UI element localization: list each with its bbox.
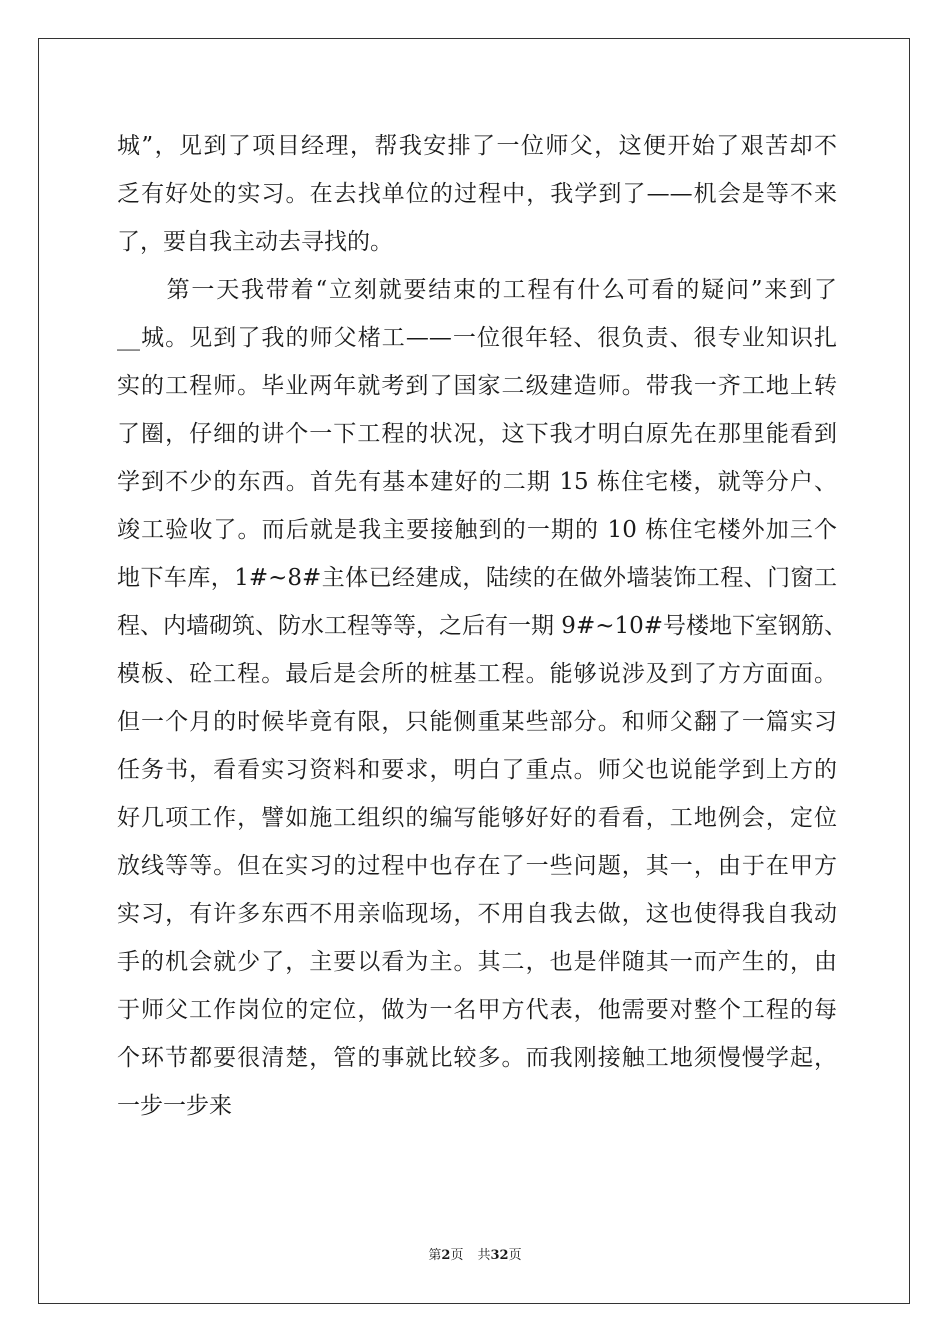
- page-current: 2: [441, 1248, 451, 1263]
- page-unit: 页: [450, 1248, 464, 1263]
- page-footer: [0, 1247, 950, 1265]
- text-line: 地下车库，1#~8#主体已经建成，陆续的在做外墙装饰工程、门窗工: [117, 565, 837, 591]
- text-line: 城”，见到了项目经理，帮我安排了一位师父，这便开始了艰苦却不: [117, 133, 837, 159]
- total-count: 32: [490, 1248, 509, 1263]
- text-line: 实习，有许多东西不用亲临现场，不用自我去做，这也使得我自我动: [117, 901, 837, 927]
- text-line: __城。见到了我的师父楮工——一位很年轻、很负责、很专业知识扎: [117, 325, 837, 351]
- page-total: [477, 1247, 521, 1265]
- text-line: 于师父工作岗位的定位，做为一名甲方代表，他需要对整个工程的每: [117, 997, 837, 1023]
- text-line: 放线等等。但在实习的过程中也存在了一些问题，其一，由于在甲方: [117, 853, 837, 879]
- text-line: 模板、砼工程。最后是会所的桩基工程。能够说涉及到了方方面面。: [117, 661, 837, 687]
- text-line: 了，要自我主动去寻找的。: [117, 229, 393, 255]
- total-unit: 页: [508, 1248, 522, 1263]
- text-line: 乏有好处的实习。在去找单位的过程中，我学到了——机会是等不来: [117, 181, 837, 207]
- text-line: 一步一步来: [117, 1093, 232, 1119]
- text-line: 程、内墙砌筑、防水工程等等，之后有一期 9#~10#号楼地下室钢筋、: [117, 613, 848, 639]
- text-line: 任务书，看看实习资料和要求，明白了重点。师父也说能学到上方的: [117, 757, 837, 783]
- text-line: 手的机会就少了，主要以看为主。其二，也是伴随其一而产生的，由: [117, 949, 837, 975]
- page-prefix: 第: [428, 1248, 442, 1263]
- text-line: 但一个月的时候毕竟有限，只能侧重某些部分。和师父翻了一篇实习: [117, 709, 837, 735]
- text-line: 实的工程师。毕业两年就考到了国家二级建造师。带我一齐工地上转: [117, 373, 837, 399]
- text-line: 第一天我带着“立刻就要结束的工程有什么可看的疑问”来到了: [117, 277, 837, 303]
- text-line: 了圈，仔细的讲个一下工程的状况，这下我才明白原先在那里能看到: [117, 421, 837, 447]
- text-line: 好几项工作，譬如施工组织的编写能够好好的看看，工地例会，定位: [117, 805, 837, 831]
- document-body: [117, 122, 848, 1130]
- page-number: [428, 1247, 463, 1265]
- total-prefix: 共: [477, 1248, 491, 1263]
- text-line: 个环节都要很清楚，管的事就比较多。而我刚接触工地须慢慢学起，: [117, 1045, 837, 1071]
- text-line: 学到不少的东西。首先有基本建好的二期 15 栋住宅楼，就等分户、: [117, 469, 837, 495]
- text-line: 竣工验收了。而后就是我主要接触到的一期的 10 栋住宅楼外加三个: [117, 517, 837, 543]
